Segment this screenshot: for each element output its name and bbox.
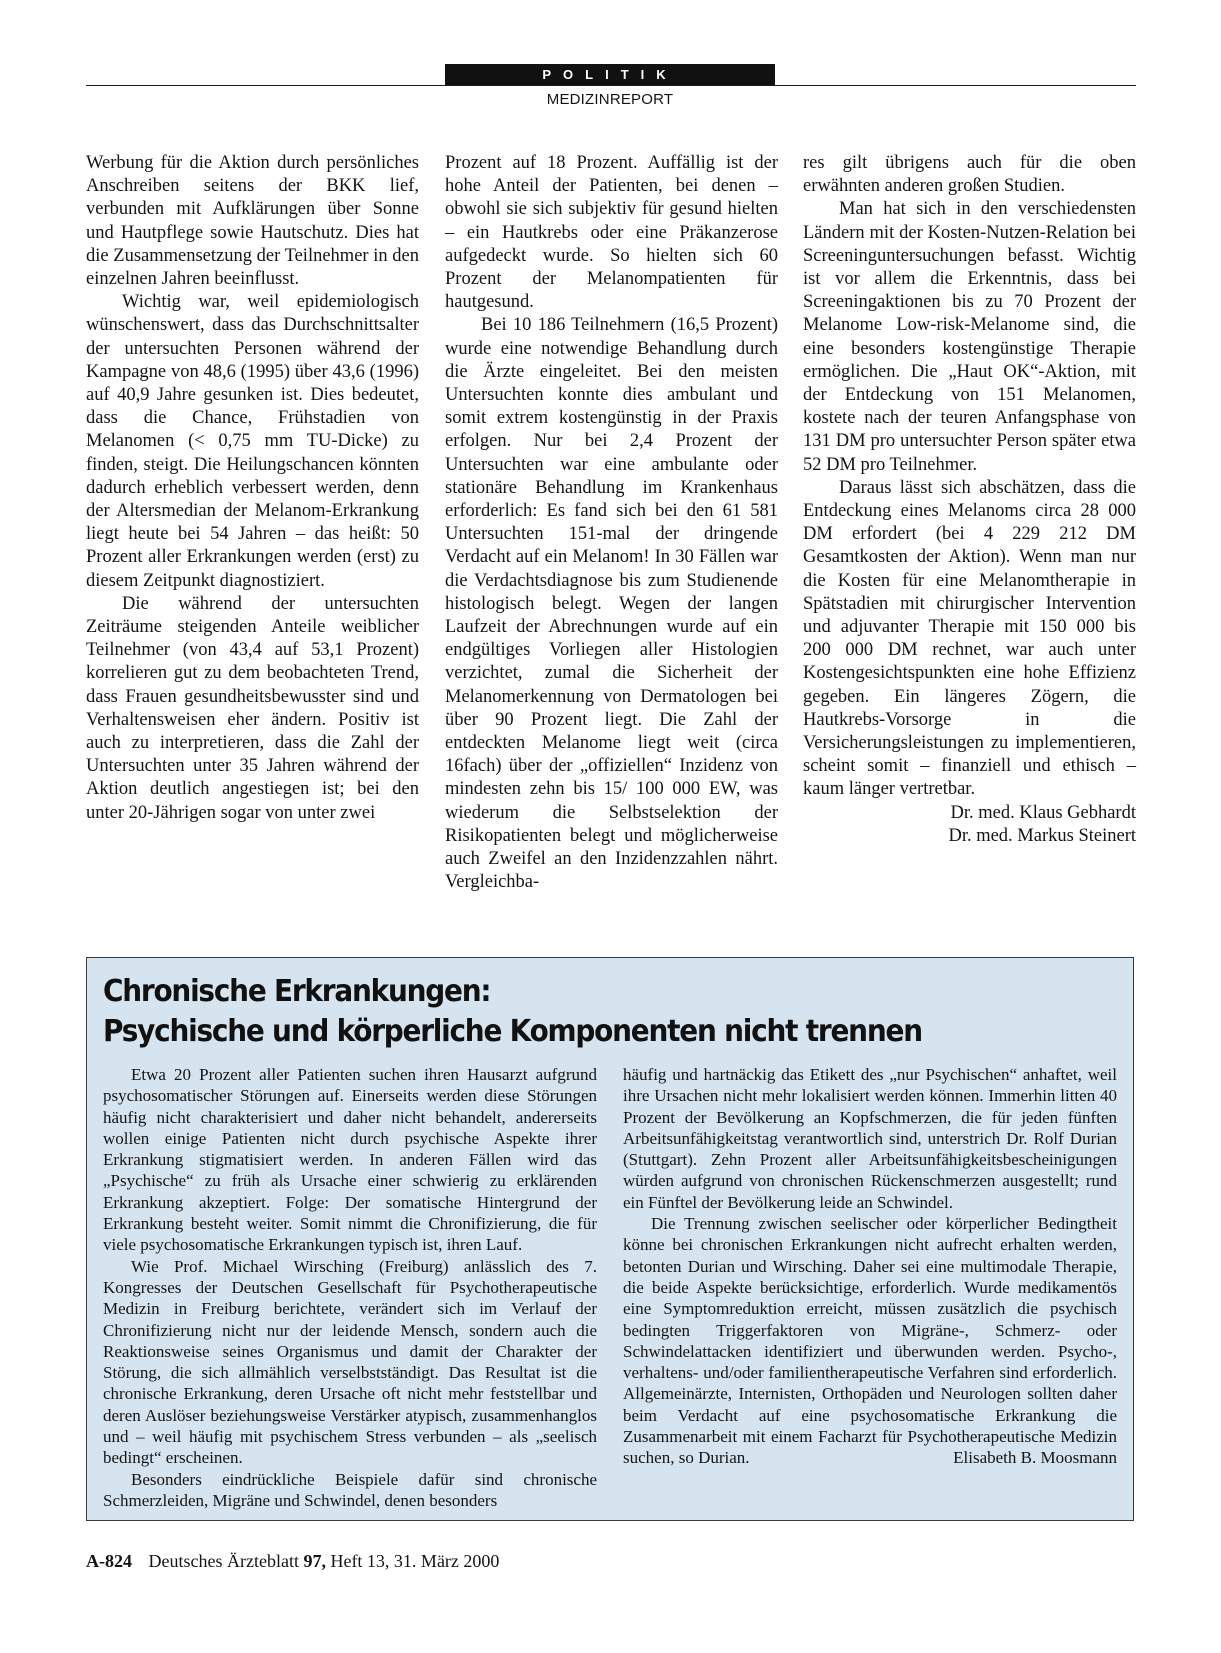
author-name: Dr. med. Markus Steinert <box>948 825 1136 846</box>
box-signature: Elisabeth B. Moosmann <box>953 1448 1117 1468</box>
journal-name: Deutsches Ärzteblatt <box>148 1551 299 1571</box>
author-name: Dr. med. Klaus Gebhardt <box>950 802 1136 823</box>
box-title-line-1: Chronische Erkrankungen: <box>103 974 491 1009</box>
section-label: POLITIK <box>445 64 775 85</box>
box-title <box>103 972 1042 1052</box>
info-box <box>86 957 1134 1521</box>
paragraph: Besonders eindrückliche Beispiele dafür sind chronische Schmerzleiden, Migräne und Schwindel, denen besonders <box>103 1469 597 1510</box>
paragraph: Daraus lässt sich abschätzen, dass die Entdeckung eines Melanoms circa 28 000 DM erfordert (bei 4 229 212 DM Gesamtkosten der Aktion). Wenn man nur die Kosten für eine Melanomtherapie in Spätstadien mit chirurgischer Intervention und adjuvanter Therapie mit 150 000 bis 200 000 DM rechnet, war auch unter Kostengesichtspunkten eine hohe Effizienz gegeben. Ein längeres Zögern, die Hautkrebs-Vorsorge in die Versicherungsleistungen zu implementieren, scheint somit – finanziell und ethisch – kaum länger vertretbar. <box>803 477 1136 800</box>
paragraph: häufig und hartnäckig das Etikett des „nur Psychischen“ anhaftet, weil ihre Ursachen nicht mehr lokalisiert werden können. Immerhin litten 40 Prozent der Bevölkerung an Kopfschmerzen, die für jeden fünften Arbeitsunfähigkeitstag verantwortlich sind, unterstrich Dr. Rolf Durian (Stuttgart). Zehn Prozent aller Arbeitsunfähigkeitsbescheinigungen würden aufgrund von chronischen Rückenschmerzen ausgestellt; rund ein Fünftel der Bevölkerung leide an Schwindel. <box>623 1065 1117 1212</box>
subsection-label: MEDIZINREPORT <box>546 91 674 108</box>
box-column-2 <box>623 1064 1117 1469</box>
paragraph: res gilt übrigens auch für die oben erwähnten anderen großen Studien. <box>803 153 1136 197</box>
article-column-1 <box>86 152 419 825</box>
volume-number: 97, <box>303 1551 326 1571</box>
box-column-1 <box>103 1064 597 1511</box>
article-column-3 <box>803 152 1136 848</box>
paragraph: Die während der untersuchten Zeiträume steigenden Anteile weiblicher Teilnehmer (von 43,4 auf 53,1 Prozent) korrelieren gut zu dem beobachteten Trend, dass Frauen gesundheitsbewusster sind und Verhaltensweisen eher ändern. Positiv ist auch zu interpretieren, dass die Zahl der Untersuchten unter 35 Jahren während der Aktion deutlich angestiegen ist; bei den unter 20-Jährigen sogar von unter zwei <box>86 593 419 823</box>
header-rule <box>86 85 1136 86</box>
paragraph: Bei 10 186 Teilnehmern (16,5 Prozent) wurde eine notwendige Behandlung durch die Ärzte eingeleitet. Bei den meisten Untersuchten konnte dies ambulant und somit extrem kostengünstig in der Praxis erfolgen. Nur bei 2,4 Prozent der Untersuchten war eine ambulante oder stationäre Behandlung im Krankenhaus erforderlich: Es fand sich bei den 61 581 Untersuchten 151-mal der dringende Verdacht auf ein Melanom! In 30 Fällen war die Verdachtsdiagnose bis zum Studienende histologisch belegt. Wegen der langen Laufzeit der Abrechnungen wurde auf ein endgültiges Vorliegen aller Histologien verzichtet, zumal die Sicherheit der Melanomerkennung von Dermatologen bei über 90 Prozent liegt. Die Zahl der entdeckten Melanome liegt weit (circa 16fach) über der „offiziellen“ Inzidenz von mindesten zehn bis 15/ 100 000 EW, was wiederum die Selbstselektion der Risikopatienten belegt und möglicherweise auch Zweifel an den Inzidenzzahlen nährt. Vergleichba- <box>445 315 778 893</box>
article-column-2 <box>445 152 778 895</box>
paragraph: Wichtig war, weil epidemiologisch wünschenswert, dass das Durchschnittsalter der untersuchten Personen während der Kampagne von 48,6 (1995) über 43,6 (1996) auf 40,9 Jahre gesunken ist. Dies bedeutet, dass die Chance, Frühstadien von Melanomen (< 0,75 mm TU-Dicke) zu finden, steigt. Die Heilungschancen könnten dadurch erheblich verbessert werden, denn der Altersmedian der Melanom-Erkrankung liegt heute bei 54 Jahren – das heißt: 50 Prozent aller Erkrankungen werden (erst) zu diesem Zeitpunkt diagnostiziert. <box>86 292 419 591</box>
paragraph: Werbung für die Aktion durch persönliches Anschreiben seitens der BKK lief, verbunden mit Aufklärungen über Sonne und Hautpflege sowie Hautschutz. Dies hat die Zusammensetzung der Teilnehmer in den einzelnen Jahren beeinflusst. <box>86 153 419 290</box>
paragraph-text: Die Trennung zwischen seelischer oder körperlicher Bedingtheit könne bei chronischen Erkrankungen nicht aufrecht erhalten werden, betonten Durian und Wirsching. Daher sei eine multimodale Therapie, die beide Aspekte berücksichtige, erforderlich. Wurde medikamentös eine Symptomreduktion erreicht, müssen zusätzlich die psychisch bedingten Triggerfaktoren von Migräne-, Schmerz- oder Schwindelattacken identifiziert und überwunden werden. Psycho-, verhaltens- und/oder familientherapeutische Verfahren sind erforderlich. Allgemeinärzte, Internisten, Orthopäden und Neurologen sollten daher beim Verdacht auf eine psychosomatische Erkrankung die Zusammenarbeit mit einem Facharzt für Psychotherapeutische Medizin suchen, so Durian. <box>623 1214 1117 1468</box>
paragraph: Prozent auf 18 Prozent. Auffällig ist der hohe Anteil der Patienten, bei denen – obwohl sie sich subjektiv für gesund hielten – ein Hautkrebs oder eine Präkanzerose aufgedeckt wurde. So hielten sich 60 Prozent der Melanompatienten für hautgesund. <box>445 153 778 313</box>
issue-info: Heft 13, 31. März 2000 <box>330 1551 500 1571</box>
page-footer <box>86 1549 499 1573</box>
box-title-line-2: Psychische und körperliche Komponenten nicht trennen <box>103 1014 922 1049</box>
paragraph <box>623 1213 1117 1469</box>
paragraph: Man hat sich in den verschiedensten Ländern mit der Kosten-Nutzen-Relation bei Screeninguntersuchungen befasst. Wichtig ist vor allem die Erkenntnis, dass bei Screeningaktionen bis zu 70 Prozent der Melanome Low-risk-Melanome sind, die eine besonders kostengünstige Therapie ermöglichen. Die „Haut OK“-Aktion, mit der Entdeckung von 151 Melanomen, kostete nach der teuren Anfangsphase von 131 DM pro untersuchter Person später etwa 52 DM pro Teilnehmer. <box>803 199 1136 475</box>
paragraph: Etwa 20 Prozent aller Patienten suchen ihren Hausarzt aufgrund psychosomatischer Störungen auf. Einerseits werden diese Störungen häufig nicht charakterisiert und daher nicht behandelt, andererseits wollen einige Patienten nicht durch psychische Aspekte ihrer Erkrankung stigmatisiert werden. In anderen Fällen wird das „Psychische“ zu früh als Ursache einer schwierig zu erklärenden Erkrankung akzeptiert. Folge: Der somatische Hintergrund der Erkrankung besteht weiter. Somit nimmt die Chronifizierung, die für viele psychosomatische Erkrankungen typisch ist, ihren Lauf. <box>103 1065 597 1255</box>
paragraph: Wie Prof. Michael Wirsching (Freiburg) anlässlich des 7. Kongresses der Deutschen Gesellschaft für Psychotherapeutische Medizin in Freiburg berichtete, verändert sich im Verlauf der Chronifizierung nicht nur der leidende Mensch, sondern auch die Reaktionsweise seines Organismus und damit der Charakter der Störung, die sich allmählich verselbstständigt. Das Resultat ist die chronische Erkrankung, deren Ursache oft nicht mehr feststellbar und deren Auslöser beziehungsweise Verstärker atypisch, zusammenhanglos und – weil häufig mit psychischem Stress verbunden – als „seelisch bedingt“ erscheinen. <box>103 1256 597 1468</box>
page-number: A-824 <box>86 1551 132 1571</box>
